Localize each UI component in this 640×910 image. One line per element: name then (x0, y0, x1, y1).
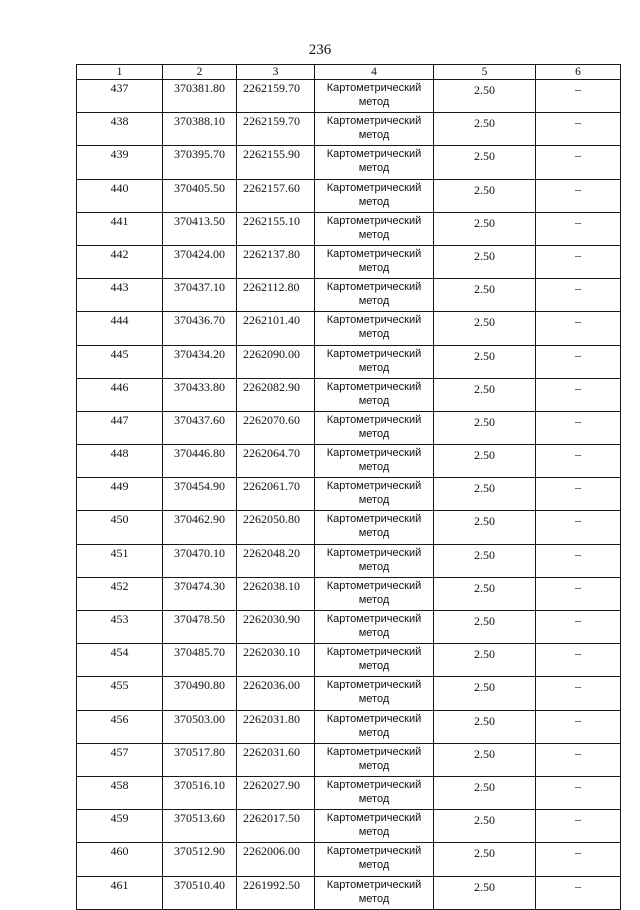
x-coordinate-cell: 370513.60 (163, 810, 237, 843)
table-row (77, 577, 621, 610)
note-cell: – (536, 843, 621, 876)
y-coordinate-cell: 2262159.70 (237, 80, 315, 113)
accuracy-cell: 2.50 (434, 80, 536, 113)
note-cell: – (536, 411, 621, 444)
column-header-6: 6 (536, 65, 621, 80)
y-coordinate-cell: 2262070.60 (237, 411, 315, 444)
y-coordinate-cell: 2262031.80 (237, 710, 315, 743)
method-cell: Картометрический метод (315, 776, 434, 809)
x-coordinate-cell: 370388.10 (163, 113, 237, 146)
accuracy-cell: 2.50 (434, 511, 536, 544)
x-coordinate-cell: 370437.60 (163, 411, 237, 444)
accuracy-cell: 2.50 (434, 544, 536, 577)
point-number-cell: 458 (77, 776, 163, 809)
note-cell: – (536, 146, 621, 179)
x-coordinate-cell: 370434.20 (163, 345, 237, 378)
x-coordinate-cell: 370446.80 (163, 445, 237, 478)
note-cell: – (536, 179, 621, 212)
table-row (77, 511, 621, 544)
y-coordinate-cell: 2262155.10 (237, 212, 315, 245)
note-cell: – (536, 876, 621, 909)
x-coordinate-cell: 370381.80 (163, 80, 237, 113)
accuracy-cell: 2.50 (434, 445, 536, 478)
accuracy-cell: 2.50 (434, 378, 536, 411)
accuracy-cell: 2.50 (434, 279, 536, 312)
accuracy-cell: 2.50 (434, 810, 536, 843)
table-row (77, 611, 621, 644)
note-cell: – (536, 245, 621, 278)
point-number-cell: 452 (77, 577, 163, 610)
page-number: 236 (308, 42, 332, 58)
point-number-cell: 444 (77, 312, 163, 345)
y-coordinate-cell: 2262159.70 (237, 113, 315, 146)
method-cell: Картометрический метод (315, 146, 434, 179)
point-number-cell: 437 (77, 80, 163, 113)
method-cell: Картометрический метод (315, 478, 434, 511)
note-cell: – (536, 478, 621, 511)
point-number-cell: 441 (77, 212, 163, 245)
x-coordinate-cell: 370517.80 (163, 743, 237, 776)
method-cell: Картометрический метод (315, 113, 434, 146)
note-cell: – (536, 312, 621, 345)
table-body (77, 80, 621, 910)
x-coordinate-cell: 370437.10 (163, 279, 237, 312)
method-cell: Картометрический метод (315, 511, 434, 544)
x-coordinate-cell: 370436.70 (163, 312, 237, 345)
method-cell: Картометрический метод (315, 312, 434, 345)
column-header-2: 2 (163, 65, 237, 80)
point-number-cell: 459 (77, 810, 163, 843)
method-cell: Картометрический метод (315, 245, 434, 278)
table-row (77, 345, 621, 378)
accuracy-cell: 2.50 (434, 577, 536, 610)
accuracy-cell: 2.50 (434, 146, 536, 179)
point-number-cell: 447 (77, 411, 163, 444)
accuracy-cell: 2.50 (434, 776, 536, 809)
note-cell: – (536, 611, 621, 644)
y-coordinate-cell: 2262036.00 (237, 677, 315, 710)
note-cell: – (536, 80, 621, 113)
x-coordinate-cell: 370510.40 (163, 876, 237, 909)
accuracy-cell: 2.50 (434, 843, 536, 876)
note-cell: – (536, 577, 621, 610)
note-cell: – (536, 113, 621, 146)
table-row (77, 378, 621, 411)
note-cell: – (536, 743, 621, 776)
accuracy-cell: 2.50 (434, 876, 536, 909)
table-row (77, 245, 621, 278)
y-coordinate-cell: 2262031.60 (237, 743, 315, 776)
point-number-cell: 449 (77, 478, 163, 511)
table-row (77, 710, 621, 743)
table-row (77, 743, 621, 776)
accuracy-cell: 2.50 (434, 710, 536, 743)
note-cell: – (536, 378, 621, 411)
coordinates-table (76, 64, 621, 910)
x-coordinate-cell: 370503.00 (163, 710, 237, 743)
table-row (77, 80, 621, 113)
method-cell: Картометрический метод (315, 544, 434, 577)
y-coordinate-cell: 2262082.90 (237, 378, 315, 411)
note-cell: – (536, 677, 621, 710)
table-row (77, 677, 621, 710)
accuracy-cell: 2.50 (434, 345, 536, 378)
accuracy-cell: 2.50 (434, 644, 536, 677)
x-coordinate-cell: 370462.90 (163, 511, 237, 544)
accuracy-cell: 2.50 (434, 411, 536, 444)
point-number-cell: 454 (77, 644, 163, 677)
note-cell: – (536, 544, 621, 577)
point-number-cell: 438 (77, 113, 163, 146)
y-coordinate-cell: 2262030.90 (237, 611, 315, 644)
x-coordinate-cell: 370474.30 (163, 577, 237, 610)
note-cell: – (536, 776, 621, 809)
accuracy-cell: 2.50 (434, 478, 536, 511)
x-coordinate-cell: 370433.80 (163, 378, 237, 411)
accuracy-cell: 2.50 (434, 245, 536, 278)
table-row (77, 411, 621, 444)
x-coordinate-cell: 370424.00 (163, 245, 237, 278)
method-cell: Картометрический метод (315, 80, 434, 113)
table-row (77, 644, 621, 677)
method-cell: Картометрический метод (315, 445, 434, 478)
column-header-4: 4 (315, 65, 434, 80)
method-cell: Картометрический метод (315, 279, 434, 312)
y-coordinate-cell: 2262064.70 (237, 445, 315, 478)
y-coordinate-cell: 2262038.10 (237, 577, 315, 610)
method-cell: Картометрический метод (315, 644, 434, 677)
point-number-cell: 455 (77, 677, 163, 710)
x-coordinate-cell: 370405.50 (163, 179, 237, 212)
x-coordinate-cell: 370413.50 (163, 212, 237, 245)
y-coordinate-cell: 2262155.90 (237, 146, 315, 179)
table-row (77, 445, 621, 478)
table-header-row (77, 65, 621, 80)
point-number-cell: 446 (77, 378, 163, 411)
point-number-cell: 451 (77, 544, 163, 577)
y-coordinate-cell: 2262006.00 (237, 843, 315, 876)
accuracy-cell: 2.50 (434, 179, 536, 212)
method-cell: Картометрический метод (315, 677, 434, 710)
y-coordinate-cell: 2262061.70 (237, 478, 315, 511)
method-cell: Картометрический метод (315, 577, 434, 610)
note-cell: – (536, 710, 621, 743)
table-row (77, 810, 621, 843)
point-number-cell: 439 (77, 146, 163, 179)
y-coordinate-cell: 2261992.50 (237, 876, 315, 909)
x-coordinate-cell: 370454.90 (163, 478, 237, 511)
note-cell: – (536, 810, 621, 843)
method-cell: Картометрический метод (315, 876, 434, 909)
accuracy-cell: 2.50 (434, 677, 536, 710)
accuracy-cell: 2.50 (434, 212, 536, 245)
table-row (77, 843, 621, 876)
method-cell: Картометрический метод (315, 179, 434, 212)
note-cell: – (536, 511, 621, 544)
table-row (77, 478, 621, 511)
table-row (77, 876, 621, 909)
x-coordinate-cell: 370490.80 (163, 677, 237, 710)
table-row (77, 146, 621, 179)
method-cell: Картометрический метод (315, 810, 434, 843)
method-cell: Картометрический метод (315, 710, 434, 743)
accuracy-cell: 2.50 (434, 611, 536, 644)
method-cell: Картометрический метод (315, 843, 434, 876)
point-number-cell: 440 (77, 179, 163, 212)
y-coordinate-cell: 2262157.60 (237, 179, 315, 212)
point-number-cell: 448 (77, 445, 163, 478)
y-coordinate-cell: 2262050.80 (237, 511, 315, 544)
method-cell: Картометрический метод (315, 378, 434, 411)
table-row (77, 212, 621, 245)
point-number-cell: 456 (77, 710, 163, 743)
method-cell: Картометрический метод (315, 345, 434, 378)
x-coordinate-cell: 370395.70 (163, 146, 237, 179)
y-coordinate-cell: 2262030.10 (237, 644, 315, 677)
y-coordinate-cell: 2262048.20 (237, 544, 315, 577)
y-coordinate-cell: 2262027.90 (237, 776, 315, 809)
table-row (77, 179, 621, 212)
note-cell: – (536, 212, 621, 245)
point-number-cell: 461 (77, 876, 163, 909)
table-row (77, 776, 621, 809)
point-number-cell: 457 (77, 743, 163, 776)
y-coordinate-cell: 2262090.00 (237, 345, 315, 378)
point-number-cell: 442 (77, 245, 163, 278)
y-coordinate-cell: 2262137.80 (237, 245, 315, 278)
point-number-cell: 453 (77, 611, 163, 644)
y-coordinate-cell: 2262017.50 (237, 810, 315, 843)
x-coordinate-cell: 370478.50 (163, 611, 237, 644)
method-cell: Картометрический метод (315, 611, 434, 644)
column-header-5: 5 (434, 65, 536, 80)
table-row (77, 544, 621, 577)
note-cell: – (536, 445, 621, 478)
y-coordinate-cell: 2262112.80 (237, 279, 315, 312)
x-coordinate-cell: 370470.10 (163, 544, 237, 577)
x-coordinate-cell: 370485.70 (163, 644, 237, 677)
table-row (77, 279, 621, 312)
column-header-3: 3 (237, 65, 315, 80)
accuracy-cell: 2.50 (434, 113, 536, 146)
note-cell: – (536, 279, 621, 312)
point-number-cell: 450 (77, 511, 163, 544)
table-row (77, 113, 621, 146)
method-cell: Картометрический метод (315, 212, 434, 245)
note-cell: – (536, 644, 621, 677)
x-coordinate-cell: 370516.10 (163, 776, 237, 809)
accuracy-cell: 2.50 (434, 312, 536, 345)
column-header-1: 1 (77, 65, 163, 80)
point-number-cell: 443 (77, 279, 163, 312)
accuracy-cell: 2.50 (434, 743, 536, 776)
note-cell: – (536, 345, 621, 378)
y-coordinate-cell: 2262101.40 (237, 312, 315, 345)
table-row (77, 312, 621, 345)
x-coordinate-cell: 370512.90 (163, 843, 237, 876)
point-number-cell: 445 (77, 345, 163, 378)
point-number-cell: 460 (77, 843, 163, 876)
method-cell: Картометрический метод (315, 411, 434, 444)
method-cell: Картометрический метод (315, 743, 434, 776)
